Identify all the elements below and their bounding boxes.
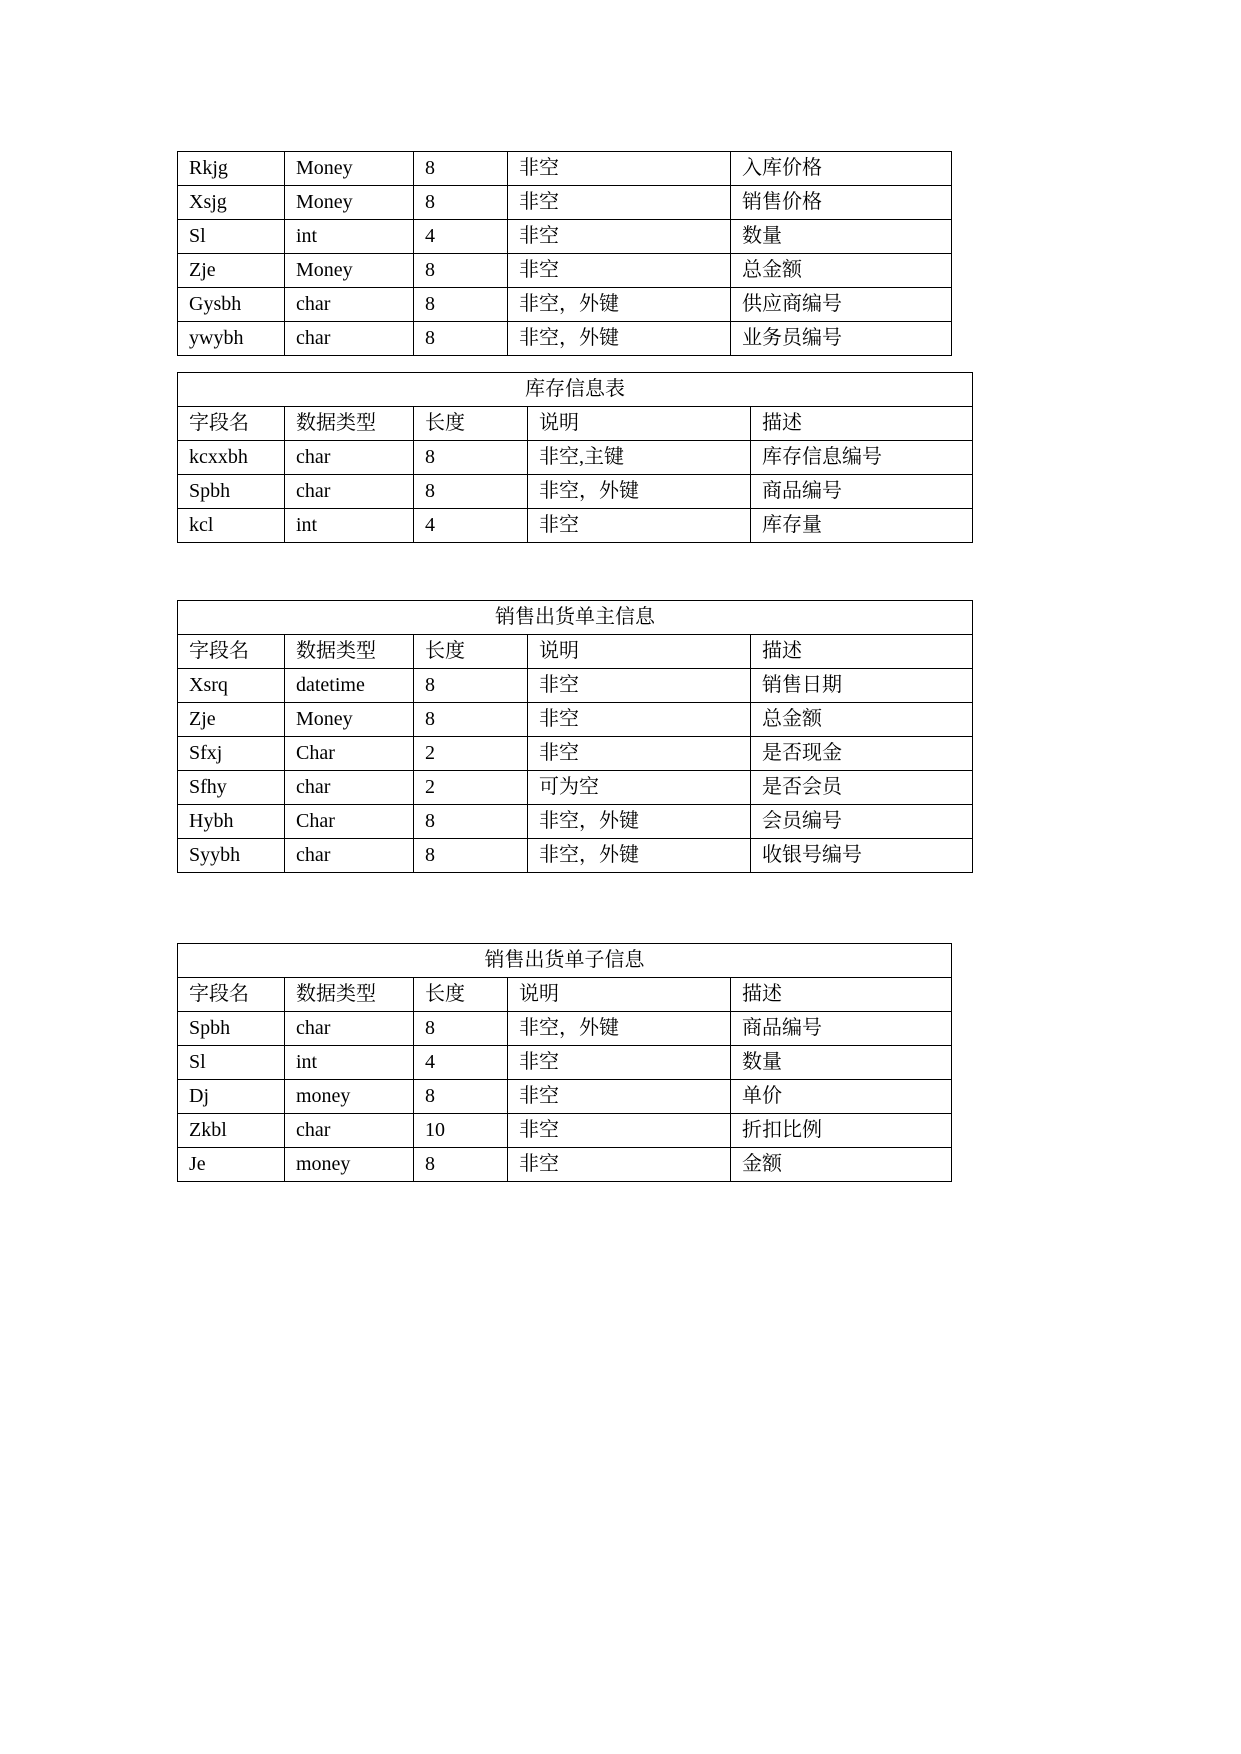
- table-row: [178, 737, 973, 771]
- description-cell: 折扣比例: [731, 1114, 952, 1148]
- column-header: 说明: [528, 635, 751, 669]
- table-row: [178, 805, 973, 839]
- note-cell: 非空，外键: [508, 288, 731, 322]
- table-row: [178, 288, 952, 322]
- table-row: [178, 220, 952, 254]
- field-name-cell: Hybh: [178, 805, 285, 839]
- field-name-cell: Zkbl: [178, 1114, 285, 1148]
- note-cell: 非空,主键: [528, 441, 751, 475]
- table-row: [178, 1148, 952, 1182]
- data-type-cell: char: [285, 771, 414, 805]
- data-type-cell: Money: [285, 703, 414, 737]
- data-type-cell: char: [285, 1114, 414, 1148]
- column-header: 长度: [414, 407, 528, 441]
- table-title: 销售出货单主信息: [178, 601, 973, 635]
- description-cell: 销售价格: [731, 186, 952, 220]
- column-header: 描述: [731, 978, 952, 1012]
- description-cell: 供应商编号: [731, 288, 952, 322]
- data-type-cell: int: [285, 220, 414, 254]
- field-name-cell: Spbh: [178, 475, 285, 509]
- field-name-cell: Xsjg: [178, 186, 285, 220]
- column-header: 数据类型: [285, 978, 414, 1012]
- data-type-cell: Money: [285, 152, 414, 186]
- data-type-cell: money: [285, 1080, 414, 1114]
- description-cell: 库存信息编号: [751, 441, 973, 475]
- data-type-cell: Money: [285, 254, 414, 288]
- table-row: [178, 152, 952, 186]
- length-cell: 8: [414, 475, 528, 509]
- length-cell: 8: [414, 152, 508, 186]
- length-cell: 10: [414, 1114, 508, 1148]
- table-row: [178, 1114, 952, 1148]
- data-type-cell: char: [285, 288, 414, 322]
- table-row: [178, 186, 952, 220]
- note-cell: 非空，外键: [508, 1012, 731, 1046]
- table-row: [178, 254, 952, 288]
- table-title-row: [178, 373, 973, 407]
- description-cell: 是否会员: [751, 771, 973, 805]
- field-name-cell: Sl: [178, 1046, 285, 1080]
- field-name-cell: Zje: [178, 254, 285, 288]
- description-cell: 总金额: [751, 703, 973, 737]
- table-row: [178, 669, 973, 703]
- length-cell: 8: [414, 1012, 508, 1046]
- table-row: [178, 839, 973, 873]
- sales-order-detail-table: [177, 943, 952, 1182]
- description-cell: 是否现金: [751, 737, 973, 771]
- description-cell: 商品编号: [731, 1012, 952, 1046]
- data-type-cell: int: [285, 509, 414, 543]
- note-cell: 非空，外键: [528, 839, 751, 873]
- description-cell: 数量: [731, 1046, 952, 1080]
- description-cell: 销售日期: [751, 669, 973, 703]
- field-name-cell: ywybh: [178, 322, 285, 356]
- data-type-cell: char: [285, 475, 414, 509]
- description-cell: 会员编号: [751, 805, 973, 839]
- data-type-cell: int: [285, 1046, 414, 1080]
- length-cell: 8: [414, 186, 508, 220]
- length-cell: 2: [414, 771, 528, 805]
- note-cell: 非空: [508, 1114, 731, 1148]
- description-cell: 入库价格: [731, 152, 952, 186]
- note-cell: 非空: [508, 220, 731, 254]
- length-cell: 4: [414, 220, 508, 254]
- column-header: 字段名: [178, 978, 285, 1012]
- table-row: [178, 1080, 952, 1114]
- table-row: [178, 322, 952, 356]
- length-cell: 4: [414, 509, 528, 543]
- field-name-cell: Gysbh: [178, 288, 285, 322]
- data-type-cell: Char: [285, 805, 414, 839]
- description-cell: 金额: [731, 1148, 952, 1182]
- note-cell: 非空: [528, 737, 751, 771]
- column-header: 数据类型: [285, 635, 414, 669]
- table-title: 销售出货单子信息: [178, 944, 952, 978]
- description-cell: 收银号编号: [751, 839, 973, 873]
- column-header: 字段名: [178, 407, 285, 441]
- field-name-cell: Je: [178, 1148, 285, 1182]
- data-type-cell: datetime: [285, 669, 414, 703]
- field-name-cell: Syybh: [178, 839, 285, 873]
- table-row: [178, 703, 973, 737]
- table-title: 库存信息表: [178, 373, 973, 407]
- length-cell: 2: [414, 737, 528, 771]
- note-cell: 非空: [508, 186, 731, 220]
- field-name-cell: kcl: [178, 509, 285, 543]
- length-cell: 8: [414, 322, 508, 356]
- length-cell: 8: [414, 441, 528, 475]
- note-cell: 非空: [508, 152, 731, 186]
- length-cell: 8: [414, 288, 508, 322]
- field-name-cell: Spbh: [178, 1012, 285, 1046]
- note-cell: 非空: [528, 509, 751, 543]
- data-type-cell: money: [285, 1148, 414, 1182]
- description-cell: 库存量: [751, 509, 973, 543]
- description-cell: 业务员编号: [731, 322, 952, 356]
- description-cell: 总金额: [731, 254, 952, 288]
- note-cell: 非空: [528, 703, 751, 737]
- data-type-cell: char: [285, 322, 414, 356]
- description-cell: 商品编号: [751, 475, 973, 509]
- field-name-cell: Sl: [178, 220, 285, 254]
- data-type-cell: char: [285, 839, 414, 873]
- table-row: [178, 771, 973, 805]
- column-header: 长度: [414, 978, 508, 1012]
- note-cell: 非空: [508, 1080, 731, 1114]
- field-name-cell: Sfxj: [178, 737, 285, 771]
- description-cell: 单价: [731, 1080, 952, 1114]
- table-row: [178, 509, 973, 543]
- continued-field-table: [177, 151, 952, 356]
- field-name-cell: Dj: [178, 1080, 285, 1114]
- sales-order-master-table: [177, 600, 973, 873]
- length-cell: 8: [414, 805, 528, 839]
- length-cell: 8: [414, 839, 528, 873]
- column-header: 说明: [508, 978, 731, 1012]
- table-header-row: [178, 635, 973, 669]
- data-type-cell: Money: [285, 186, 414, 220]
- data-type-cell: char: [285, 441, 414, 475]
- inventory-info-table: [177, 372, 973, 543]
- note-cell: 非空: [508, 1148, 731, 1182]
- table-header-row: [178, 407, 973, 441]
- column-header: 描述: [751, 407, 973, 441]
- note-cell: 非空: [508, 1046, 731, 1080]
- field-name-cell: Zje: [178, 703, 285, 737]
- note-cell: 非空，外键: [528, 475, 751, 509]
- length-cell: 8: [414, 669, 528, 703]
- length-cell: 4: [414, 1046, 508, 1080]
- column-header: 说明: [528, 407, 751, 441]
- field-name-cell: Xsrq: [178, 669, 285, 703]
- description-cell: 数量: [731, 220, 952, 254]
- column-header: 数据类型: [285, 407, 414, 441]
- note-cell: 非空: [508, 254, 731, 288]
- note-cell: 可为空: [528, 771, 751, 805]
- table-row: [178, 441, 973, 475]
- field-name-cell: Rkjg: [178, 152, 285, 186]
- table-title-row: [178, 601, 973, 635]
- table-header-row: [178, 978, 952, 1012]
- column-header: 长度: [414, 635, 528, 669]
- table-row: [178, 475, 973, 509]
- table-row: [178, 1012, 952, 1046]
- field-name-cell: kcxxbh: [178, 441, 285, 475]
- column-header: 字段名: [178, 635, 285, 669]
- length-cell: 8: [414, 703, 528, 737]
- length-cell: 8: [414, 254, 508, 288]
- length-cell: 8: [414, 1148, 508, 1182]
- note-cell: 非空: [528, 669, 751, 703]
- table-row: [178, 1046, 952, 1080]
- column-header: 描述: [751, 635, 973, 669]
- field-name-cell: Sfhy: [178, 771, 285, 805]
- note-cell: 非空，外键: [508, 322, 731, 356]
- data-type-cell: char: [285, 1012, 414, 1046]
- length-cell: 8: [414, 1080, 508, 1114]
- note-cell: 非空，外键: [528, 805, 751, 839]
- data-type-cell: Char: [285, 737, 414, 771]
- table-title-row: [178, 944, 952, 978]
